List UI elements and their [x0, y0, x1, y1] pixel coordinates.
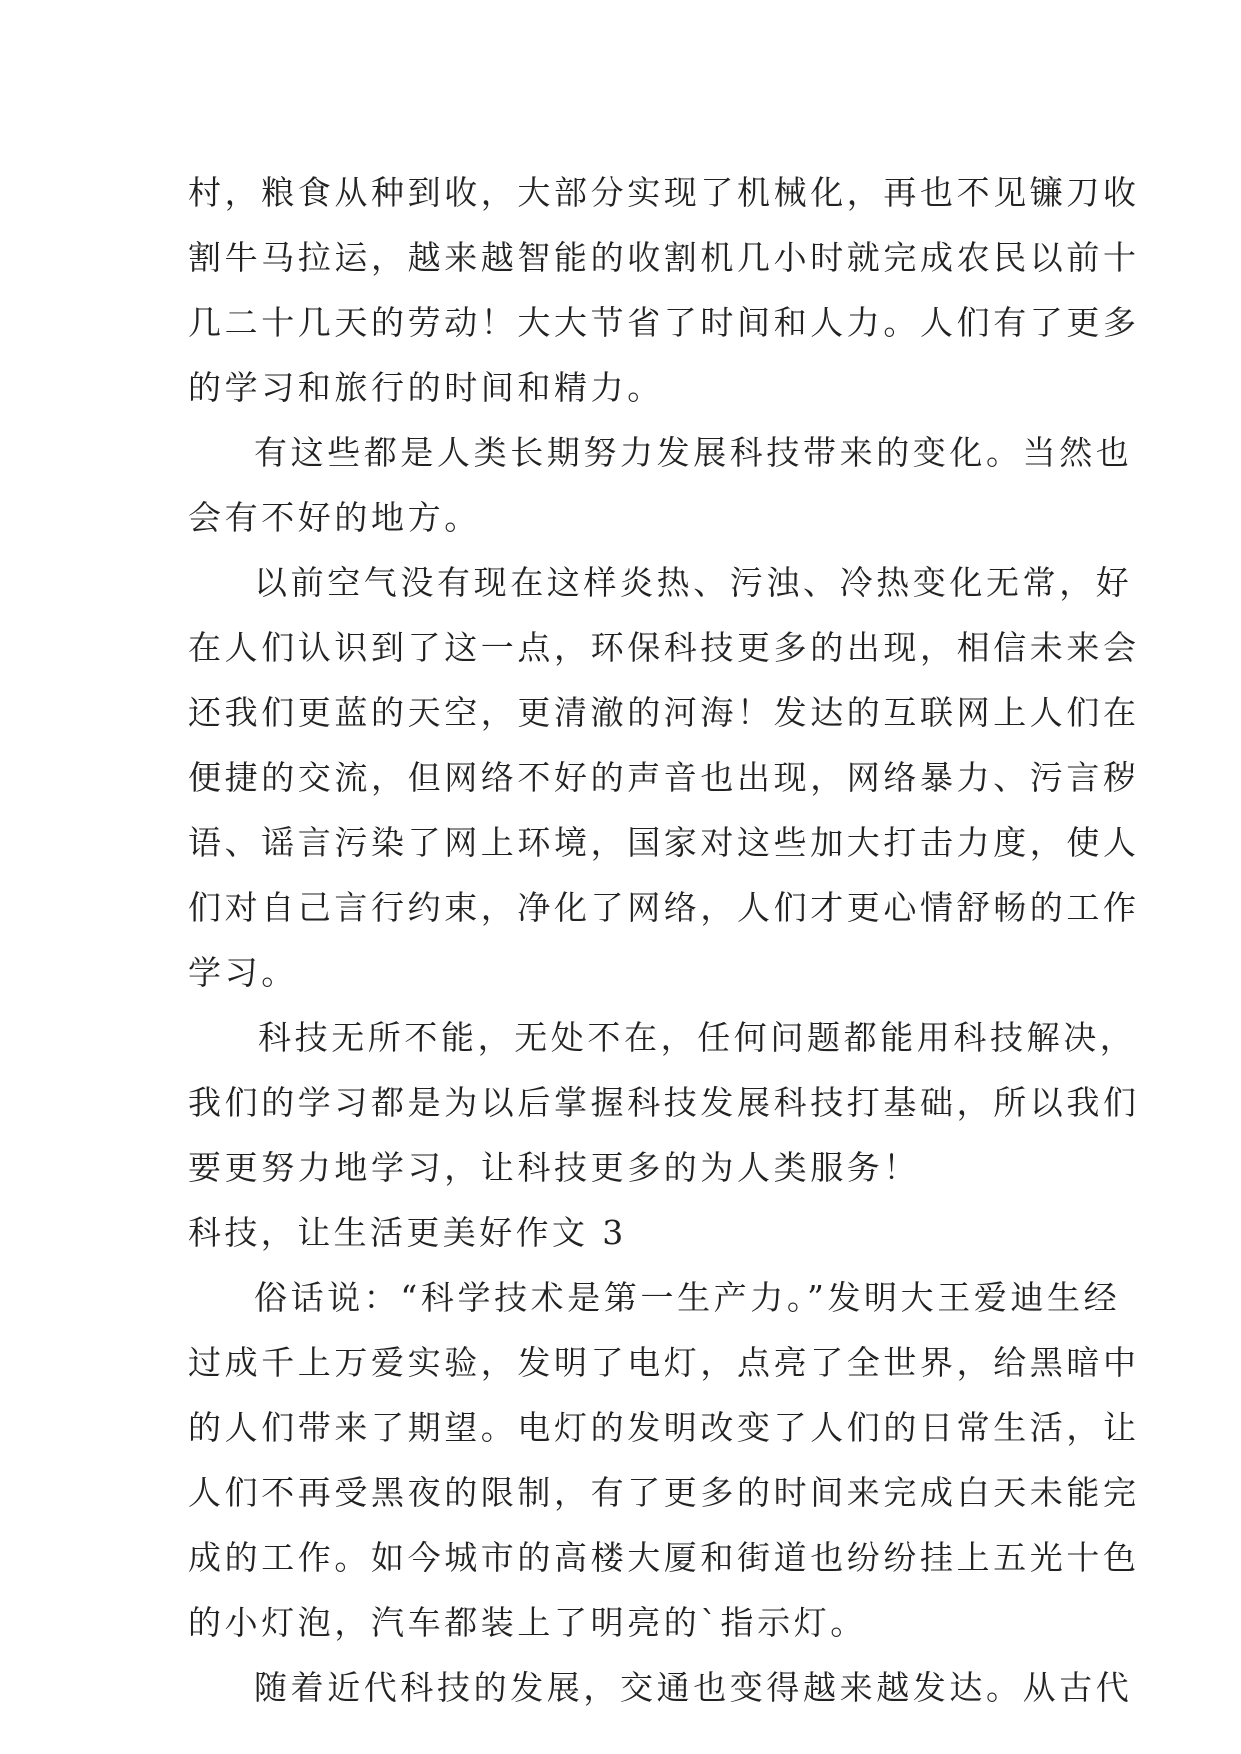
text-line: 人们不再受黑夜的限制，有了更多的时间来完成白天未能完: [188, 1473, 1140, 1512]
text-line: 科技无所不能，无处不在，任何问题都能用科技解决，: [258, 1018, 1137, 1057]
text-line: 随着近代科技的发展，交通也变得越来越发达。从古代: [254, 1668, 1133, 1707]
text-line: 割牛马拉运，越来越智能的收割机几小时就完成农民以前十: [188, 238, 1140, 277]
text-line: 俗话说：“科学技术是第一生产力。”发明大王爱迪生经: [254, 1278, 1121, 1317]
text-line: 几二十几天的劳动！大大节省了时间和人力。人们有了更多: [188, 303, 1140, 342]
text-line: 的学习和旅行的时间和精力。: [188, 368, 664, 407]
text-line: 要更努力地学习，让科技更多的为人类服务！: [188, 1148, 920, 1187]
text-line: 过成千上万爱实验，发明了电灯，点亮了全世界，给黑暗中: [188, 1343, 1140, 1382]
text-line: 学习。: [188, 953, 298, 992]
document-body: [188, 160, 1140, 1720]
text-line: 还我们更蓝的天空，更清澈的河海！发达的互联网上人们在: [188, 693, 1140, 732]
text-line: 成的工作。如今城市的高楼大厦和街道也纷纷挂上五光十色: [188, 1538, 1140, 1577]
text-line: 村，粮食从种到收，大部分实现了机械化，再也不见镰刀收: [188, 173, 1140, 212]
text-line: 语、谣言污染了网上环境，国家对这些加大打击力度，使人: [188, 823, 1140, 862]
text-line: 的人们带来了期望。电灯的发明改变了人们的日常生活，让: [188, 1408, 1140, 1447]
section-heading: 科技，让生活更美好作文 3: [188, 1213, 627, 1252]
text-line: 以前空气没有现在这样炎热、污浊、冷热变化无常，好: [254, 563, 1133, 602]
text-line: 的小灯泡，汽车都装上了明亮的`指示灯。: [188, 1603, 867, 1642]
text-line: 在人们认识到了这一点，环保科技更多的出现，相信未来会: [188, 628, 1140, 667]
text-line: 我们的学习都是为以后掌握科技发展科技打基础，所以我们: [188, 1083, 1140, 1122]
text-line: 便捷的交流，但网络不好的声音也出现，网络暴力、污言秽: [188, 758, 1140, 797]
text-line: 会有不好的地方。: [188, 498, 481, 537]
text-line: 们对自己言行约束，净化了网络，人们才更心情舒畅的工作: [188, 888, 1140, 927]
text-line: 有这些都是人类长期努力发展科技带来的变化。当然也: [254, 433, 1133, 472]
